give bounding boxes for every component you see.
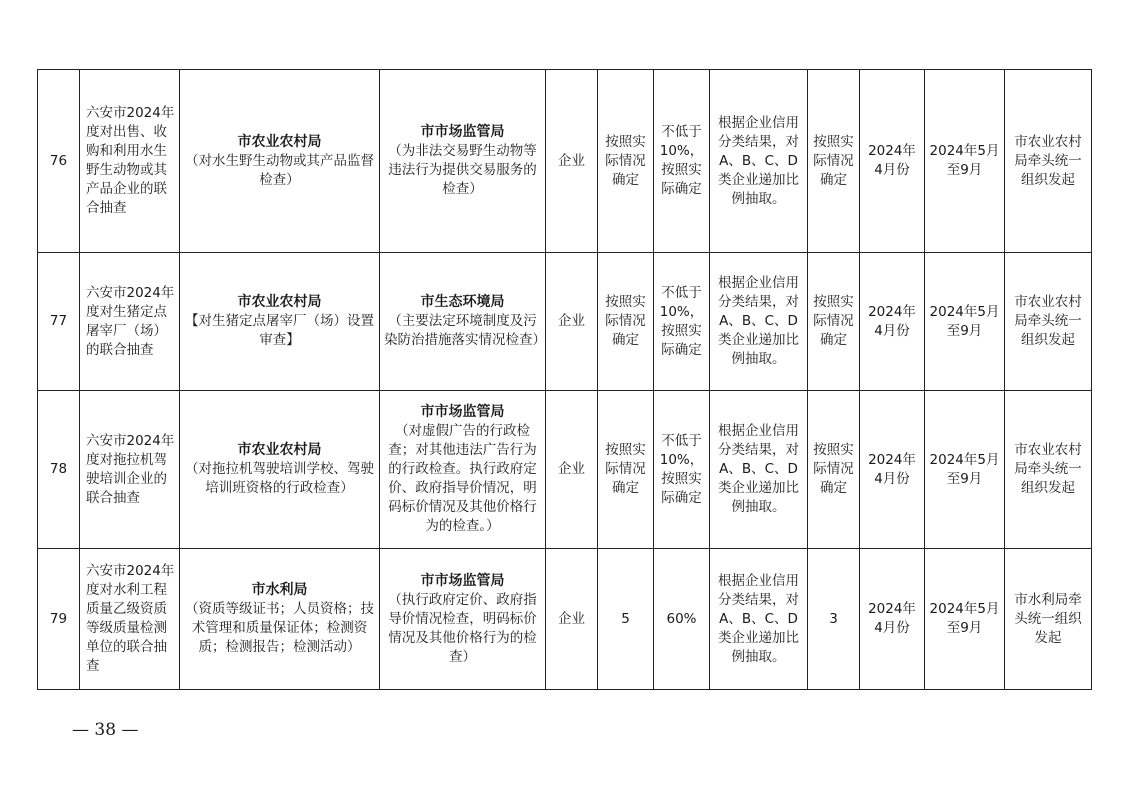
inspection-object: 企业 (546, 253, 598, 391)
task-name: 六安市2024年度对水利工程质量乙级资质等级质量检测单位的联合抽查 (80, 549, 180, 690)
lead-detail: （对拖拉机驾驶培训学校、驾驶培训班资格的行政检查） (185, 461, 374, 496)
lead-department: 市农业农村局 (237, 133, 322, 150)
coop-department: 市市场监管局 (420, 572, 505, 589)
period: 2024年5月至9月 (925, 391, 1005, 549)
sample-ratio: 60% (654, 549, 710, 690)
sample-count: 按照实际情况确定 (598, 253, 654, 391)
sample-count: 按照实际情况确定 (598, 70, 654, 253)
lead-department: 市水利局 (251, 582, 308, 598)
coop-department: 市市场监管局 (420, 124, 505, 140)
coop-department-cell (380, 549, 546, 690)
sample-count: 5 (598, 549, 654, 690)
inspection-times: 按照实际情况确定 (808, 253, 860, 391)
coop-detail: （执行政府定价、政府指导价情况检查，明码标价情况及其他价格行为的检查） (388, 591, 537, 665)
sampling-method: 根据企业信用分类结果，对A、B、C、D类企业递加比例抽取。 (710, 253, 808, 391)
lead-detail: （对水生野生动物或其产品监督检查） (185, 152, 374, 188)
coop-department: 市生态环境局 (420, 294, 505, 310)
sample-ratio: 不低于10%，按照实际确定 (654, 70, 710, 253)
table-row (38, 253, 1092, 391)
lead-detail: （资质等级证书；人员资格；技术管理和质量保证体；检测资质；检测报告；检测活动） (185, 601, 374, 655)
coop-detail: （对虚假广告的行政检查；对其他违法广告行为的行政检查。执行政府定价、政府指导价情况，明码标价情况及其他价格行为的检查。） (388, 423, 537, 534)
coop-detail: （主要法定环境制度及污染防治措施落实情况检查） (384, 313, 546, 348)
inspection-times: 按照实际情况确定 (808, 391, 860, 549)
coop-detail: （为非法交易野生动物等违法行为提供交易服务的检查） (388, 143, 537, 197)
lead-department: 市农业农村局 (237, 442, 322, 458)
coop-department-cell (380, 391, 546, 549)
inspection-times: 按照实际情况确定 (808, 70, 860, 253)
task-name: 六安市2024年度对出售、收购和利用水生野生动物或其产品企业的联合抽查 (80, 70, 180, 253)
start-time: 2024年4月份 (860, 549, 925, 690)
start-time: 2024年4月份 (860, 70, 925, 253)
note: 市农业农村局牵头统一组织发起 (1005, 391, 1092, 549)
lead-department: 市农业农村局 (237, 294, 322, 310)
coop-department: 市市场监管局 (420, 404, 505, 420)
row-number: 77 (38, 253, 80, 391)
lead-detail: 【对生猪定点屠宰厂（场）设置审查】 (185, 313, 374, 348)
lead-department-cell (180, 253, 380, 391)
inspection-times: 3 (808, 549, 860, 690)
sample-ratio: 不低于10%，按照实际确定 (654, 253, 710, 391)
task-name: 六安市2024年度对拖拉机驾驶培训企业的联合抽查 (80, 391, 180, 549)
note: 市水利局牵头统一组织发起 (1005, 549, 1092, 690)
task-name: 六安市2024年度对生猪定点屠宰厂（场）的联合抽查 (80, 253, 180, 391)
sampling-method: 根据企业信用分类结果，对A、B、C、D类企业递加比例抽取。 (710, 391, 808, 549)
note: 市农业农村局牵头统一组织发起 (1005, 253, 1092, 391)
note: 市农业农村局牵头统一组织发起 (1005, 70, 1092, 253)
sampling-method: 根据企业信用分类结果，对A、B、C、D类企业递加比例抽取。 (710, 549, 808, 690)
period: 2024年5月至9月 (925, 253, 1005, 391)
inspection-object: 企业 (546, 549, 598, 690)
lead-department-cell (180, 549, 380, 690)
lead-department-cell (180, 70, 380, 253)
table-row (38, 70, 1092, 253)
coop-department-cell (380, 253, 546, 391)
inspection-object: 企业 (546, 391, 598, 549)
sample-count: 按照实际情况确定 (598, 391, 654, 549)
sampling-method: 根据企业信用分类结果，对A、B、C、D类企业递加比例抽取。 (710, 70, 808, 253)
inspection-table (37, 69, 1092, 690)
coop-department-cell (380, 70, 546, 253)
start-time: 2024年4月份 (860, 391, 925, 549)
table-row (38, 391, 1092, 549)
table-row (38, 549, 1092, 690)
start-time: 2024年4月份 (860, 253, 925, 391)
row-number: 76 (38, 70, 80, 253)
period: 2024年5月至9月 (925, 70, 1005, 253)
page-number: — 38 — (72, 720, 139, 740)
sample-ratio: 不低于10%，按照实际确定 (654, 391, 710, 549)
period: 2024年5月至9月 (925, 549, 1005, 690)
row-number: 78 (38, 391, 80, 549)
row-number: 79 (38, 549, 80, 690)
inspection-object: 企业 (546, 70, 598, 253)
lead-department-cell (180, 391, 380, 549)
